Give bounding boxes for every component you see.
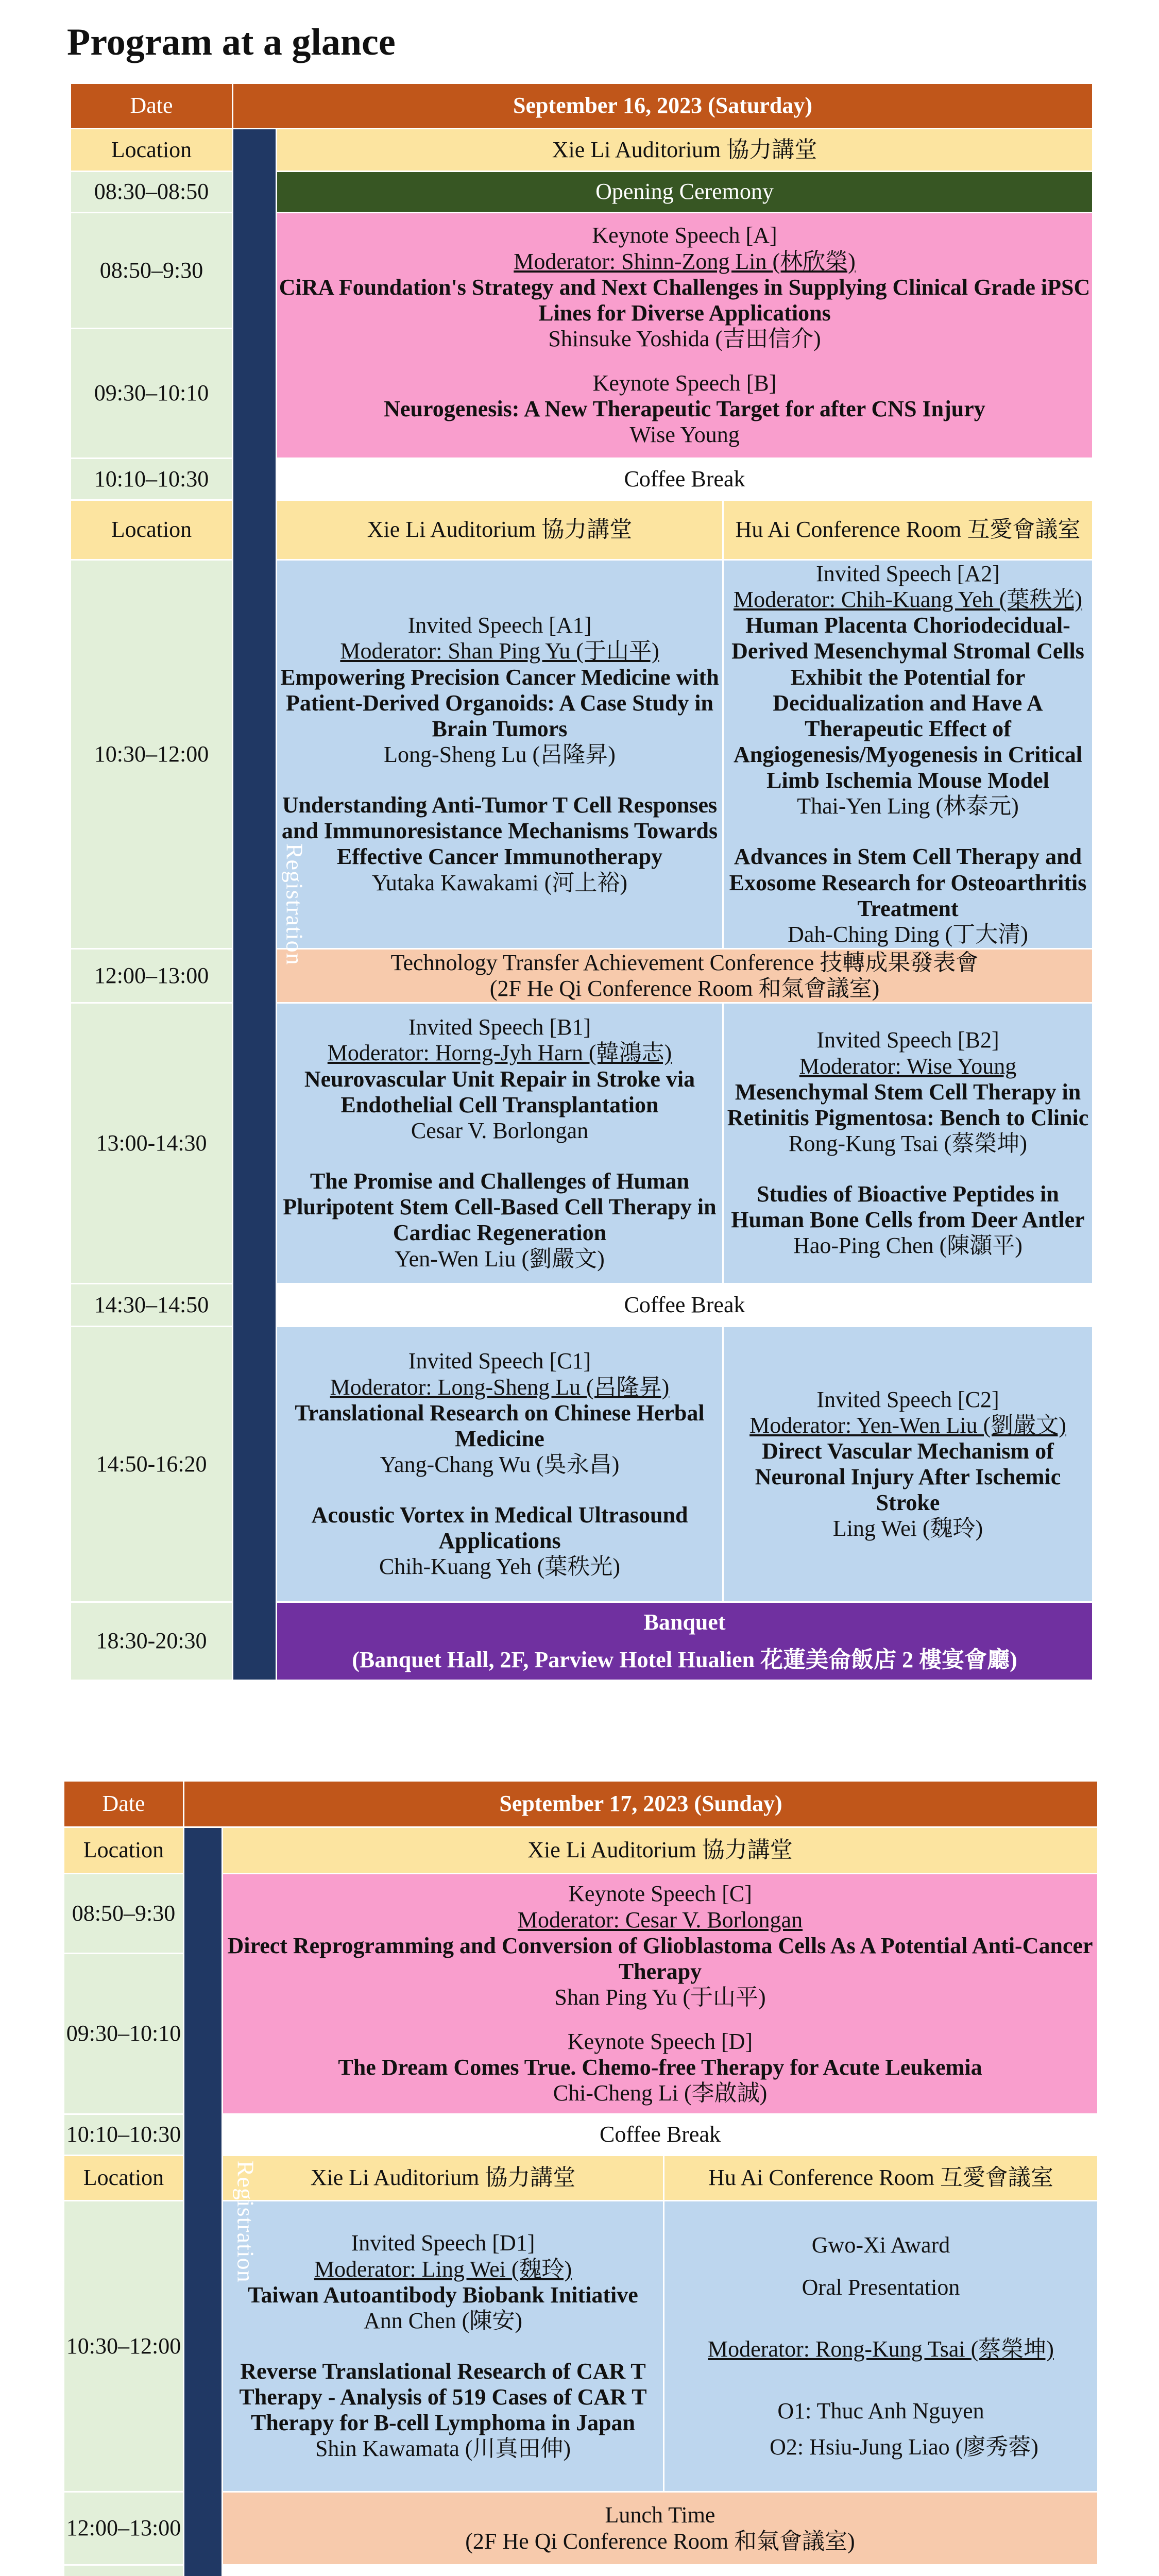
time-slot: 12:00–13:00 bbox=[71, 949, 233, 1003]
page-title: Program at a glance bbox=[67, 21, 396, 63]
registration-bar bbox=[233, 129, 308, 1681]
moderator: Moderator: Cesar V. Borlongan bbox=[517, 1907, 803, 1933]
tech-title: Technology Transfer Achievement Conference 技轉成果發表會 bbox=[390, 950, 979, 975]
oral-presenter: O2: Hsiu-Jung Liao (廖秀蓉) bbox=[770, 2434, 1038, 2460]
time-slot: 08:50–9:30 bbox=[64, 1874, 184, 1954]
coffee-break: Coffee Break bbox=[223, 2114, 1098, 2156]
session-label: Invited Speech [B1] bbox=[408, 1014, 591, 1040]
speaker: Ling Wei (魏玲) bbox=[832, 1516, 983, 1541]
day2-schedule-table bbox=[63, 1780, 1099, 2576]
talk-title: Understanding Anti-Tumor T Cell Responses and Immunoresistance Mechanisms Towards Effective Cancer Immunotherapy bbox=[281, 792, 718, 870]
location-label: Location bbox=[64, 1827, 184, 1874]
speaker: Shan Ping Yu (于山平) bbox=[554, 1985, 766, 2010]
speaker: Yen-Wen Liu (劉嚴文) bbox=[395, 1246, 605, 1272]
session-a2 bbox=[723, 560, 1093, 949]
talk-title: Advances in Stem Cell Therapy and Exosome Research for Osteoarthritis Treatment bbox=[729, 844, 1087, 921]
keynote-label: Keynote Speech [D] bbox=[567, 2029, 753, 2055]
opening-ceremony: Opening Ceremony bbox=[277, 172, 1093, 213]
location-label: Location bbox=[71, 129, 233, 172]
time-slot: 08:30–08:50 bbox=[71, 172, 233, 213]
award-subtitle: Oral Presentation bbox=[802, 2274, 960, 2300]
moderator: Moderator: Shan Ping Yu (于山平) bbox=[340, 638, 659, 664]
talk-title: Mesenchymal Stem Cell Therapy in Retinitis Pigmentosa: Bench to Clinic bbox=[727, 1079, 1089, 1130]
lunch-title: Lunch Time bbox=[605, 2502, 715, 2528]
date-header: Date bbox=[64, 1781, 184, 1827]
session-label: Invited Speech [B2] bbox=[816, 1027, 999, 1053]
day1-date: September 16, 2023 (Saturday) bbox=[233, 83, 1093, 129]
location-label: Location bbox=[71, 500, 233, 560]
talk-title: Neurogenesis: A New Therapeutic Target for after CNS Injury bbox=[384, 396, 985, 422]
time-slot: 10:30–12:00 bbox=[71, 560, 233, 949]
moderator: Moderator: Long-Sheng Lu (呂隆昇) bbox=[330, 1374, 670, 1400]
speaker: Long-Sheng Lu (呂隆昇) bbox=[384, 742, 616, 767]
session-a1 bbox=[277, 560, 723, 949]
banquet-venue: (Banquet Hall, 2F, Parview Hotel Hualien 花蓮美侖飯店 2 樓宴會廳) bbox=[352, 1647, 1017, 1672]
time-slot: 12:00–13:00 bbox=[64, 2492, 184, 2565]
room-b: Hu Ai Conference Room 互愛會議室 bbox=[723, 500, 1093, 560]
time-slot: 09:30–10:10 bbox=[71, 329, 233, 459]
talk-title: Translational Research on Chinese Herbal Medicine bbox=[295, 1400, 705, 1451]
session-d1 bbox=[223, 2201, 664, 2492]
talk-title: Direct Reprogramming and Conversion of Glioblastoma Cells As A Potential Anti-Cancer Therapy bbox=[227, 1933, 1093, 1984]
session-label: Invited Speech [A2] bbox=[816, 561, 1000, 586]
day1-schedule-table bbox=[70, 82, 1094, 1681]
location-label: Location bbox=[64, 2156, 184, 2201]
keynote-ab-cell bbox=[277, 213, 1093, 459]
speaker: Dah-Ching Ding (丁大清) bbox=[788, 921, 1028, 947]
time-slot bbox=[64, 2565, 184, 2576]
award-session bbox=[664, 2201, 1098, 2492]
speaker: Ann Chen (陳安) bbox=[364, 2308, 522, 2333]
tech-transfer-conference bbox=[277, 949, 1093, 1003]
tech-room: (2F He Qi Conference Room 和氣會議室) bbox=[489, 976, 880, 1001]
talk-title: The Promise and Challenges of Human Pluripotent Stem Cell-Based Cell Therapy in Cardiac Regeneration bbox=[283, 1168, 717, 1246]
keynote-cd-cell bbox=[223, 1874, 1098, 2114]
time-slot: 14:30–14:50 bbox=[71, 1284, 233, 1327]
coffee-break: Coffee Break bbox=[277, 459, 1093, 500]
time-slot: 10:30–12:00 bbox=[64, 2201, 184, 2492]
talk-title: Studies of Bioactive Peptides in Human Bone Cells from Deer Antler bbox=[731, 1181, 1085, 1233]
session-c1 bbox=[277, 1327, 723, 1602]
talk-title: Acoustic Vortex in Medical Ultrasound Applications bbox=[311, 1502, 688, 1554]
room-b: Hu Ai Conference Room 互愛會議室 bbox=[664, 2156, 1098, 2201]
speaker: Hao-Ping Chen (陳灝平) bbox=[793, 1233, 1022, 1259]
speaker: Chih-Kuang Yeh (葉秩光) bbox=[379, 1554, 621, 1580]
session-label: Invited Speech [A1] bbox=[407, 613, 592, 638]
time-slot: 10:10–10:30 bbox=[71, 459, 233, 500]
registration-label: Registration bbox=[281, 843, 308, 965]
session-label: Invited Speech [C1] bbox=[408, 1348, 591, 1374]
day1-location-main: Xie Li Auditorium 協力講堂 bbox=[277, 129, 1093, 172]
moderator: Moderator: Horng-Jyh Harn (韓鴻志) bbox=[327, 1040, 672, 1066]
time-slot: 08:50–9:30 bbox=[71, 213, 233, 329]
keynote-label: Keynote Speech [B] bbox=[592, 370, 777, 396]
time-slot: 13:00-14:30 bbox=[71, 1003, 233, 1284]
time-slot: 09:30–10:10 bbox=[64, 1954, 184, 2114]
speaker: Chi-Cheng Li (李啟誠) bbox=[553, 2080, 768, 2106]
talk-title: Neurovascular Unit Repair in Stroke via Endothelial Cell Transplantation bbox=[304, 1066, 695, 1117]
speaker: Wise Young bbox=[629, 422, 740, 448]
banquet bbox=[277, 1602, 1093, 1681]
talk-title: Empowering Precision Cancer Medicine with Patient-Derived Organoids: A Case Study in Brain Tumors bbox=[280, 664, 719, 741]
session-b1 bbox=[277, 1003, 723, 1284]
banquet-title: Banquet bbox=[643, 1609, 726, 1635]
moderator: Moderator: Wise Young bbox=[799, 1053, 1017, 1079]
room-a: Xie Li Auditorium 協力講堂 bbox=[277, 500, 723, 560]
speaker: Rong-Kung Tsai (蔡榮坤) bbox=[789, 1131, 1027, 1156]
speaker: Cesar V. Borlongan bbox=[411, 1117, 589, 1143]
moderator: Moderator: Ling Wei (魏玲) bbox=[314, 2256, 572, 2282]
talk-title: Taiwan Autoantibody Biobank Initiative bbox=[248, 2282, 638, 2308]
moderator: Moderator: Yen-Wen Liu (劉嚴文) bbox=[749, 1412, 1066, 1438]
lunch-time bbox=[223, 2492, 1098, 2565]
coffee-break: Coffee Break bbox=[277, 1284, 1093, 1327]
award-title: Gwo-Xi Award bbox=[811, 2232, 950, 2258]
session-b2 bbox=[723, 1003, 1093, 1284]
day2-location-main: Xie Li Auditorium 協力講堂 bbox=[223, 1827, 1098, 1874]
session-label: Invited Speech [D1] bbox=[351, 2230, 535, 2256]
keynote-label: Keynote Speech [A] bbox=[592, 223, 777, 248]
registration-bar bbox=[184, 1827, 259, 2576]
talk-title: Human Placenta Choriodecidual-Derived Mesenchymal Stromal Cells Exhibit the Potential for Decidualization and Have A Therapeutic Effect of Angiogenesis/Myogenesis in Critical Limb Ischemia Mouse Model bbox=[731, 613, 1084, 793]
speaker: Shinsuke Yoshida (吉田信介) bbox=[548, 326, 821, 351]
talk-title: Reverse Translational Research of CAR T Therapy - Analysis of 519 Cases of CAR T Therapy for B-cell Lymphoma in Japan bbox=[239, 2359, 647, 2436]
moderator: Moderator: Rong-Kung Tsai (蔡榮坤) bbox=[708, 2336, 1054, 2362]
oral-presenter: O1: Thuc Anh Nguyen bbox=[777, 2398, 984, 2424]
room-a: Xie Li Auditorium 協力講堂 bbox=[223, 2156, 664, 2201]
keynote-label: Keynote Speech [C] bbox=[568, 1881, 752, 1907]
time-slot: 18:30-20:30 bbox=[71, 1602, 233, 1681]
speaker: Shin Kawamata (川真田伸) bbox=[315, 2436, 571, 2462]
talk-title: The Dream Comes True. Chemo-free Therapy for Acute Leukemia bbox=[338, 2055, 982, 2080]
lunch-room: (2F He Qi Conference Room 和氣會議室) bbox=[465, 2528, 855, 2554]
talk-title: CiRA Foundation's Strategy and Next Challenges in Supplying Clinical Grade iPSC Lines for Diverse Applications bbox=[279, 274, 1090, 326]
session-c2 bbox=[723, 1327, 1093, 1602]
time-slot: 14:50-16:20 bbox=[71, 1327, 233, 1602]
day2-date: September 17, 2023 (Sunday) bbox=[184, 1781, 1098, 1827]
moderator: Moderator: Shinn-Zong Lin (林欣榮) bbox=[514, 248, 856, 274]
date-header: Date bbox=[71, 83, 233, 129]
speaker: Thai-Yen Ling (林泰元) bbox=[797, 793, 1019, 819]
session-label: Invited Speech [C2] bbox=[816, 1386, 999, 1412]
moderator: Moderator: Chih-Kuang Yeh (葉秩光) bbox=[733, 587, 1083, 613]
time-slot: 10:10–10:30 bbox=[64, 2114, 184, 2156]
talk-title: Direct Vascular Mechanism of Neuronal Injury After Ischemic Stroke bbox=[755, 1438, 1061, 1516]
speaker: Yutaka Kawakami (河上裕) bbox=[371, 870, 628, 895]
city-tour bbox=[223, 2565, 1098, 2576]
speaker: Yang-Chang Wu (吳永昌) bbox=[380, 1452, 620, 1477]
registration-label: Registration bbox=[232, 2161, 259, 2283]
